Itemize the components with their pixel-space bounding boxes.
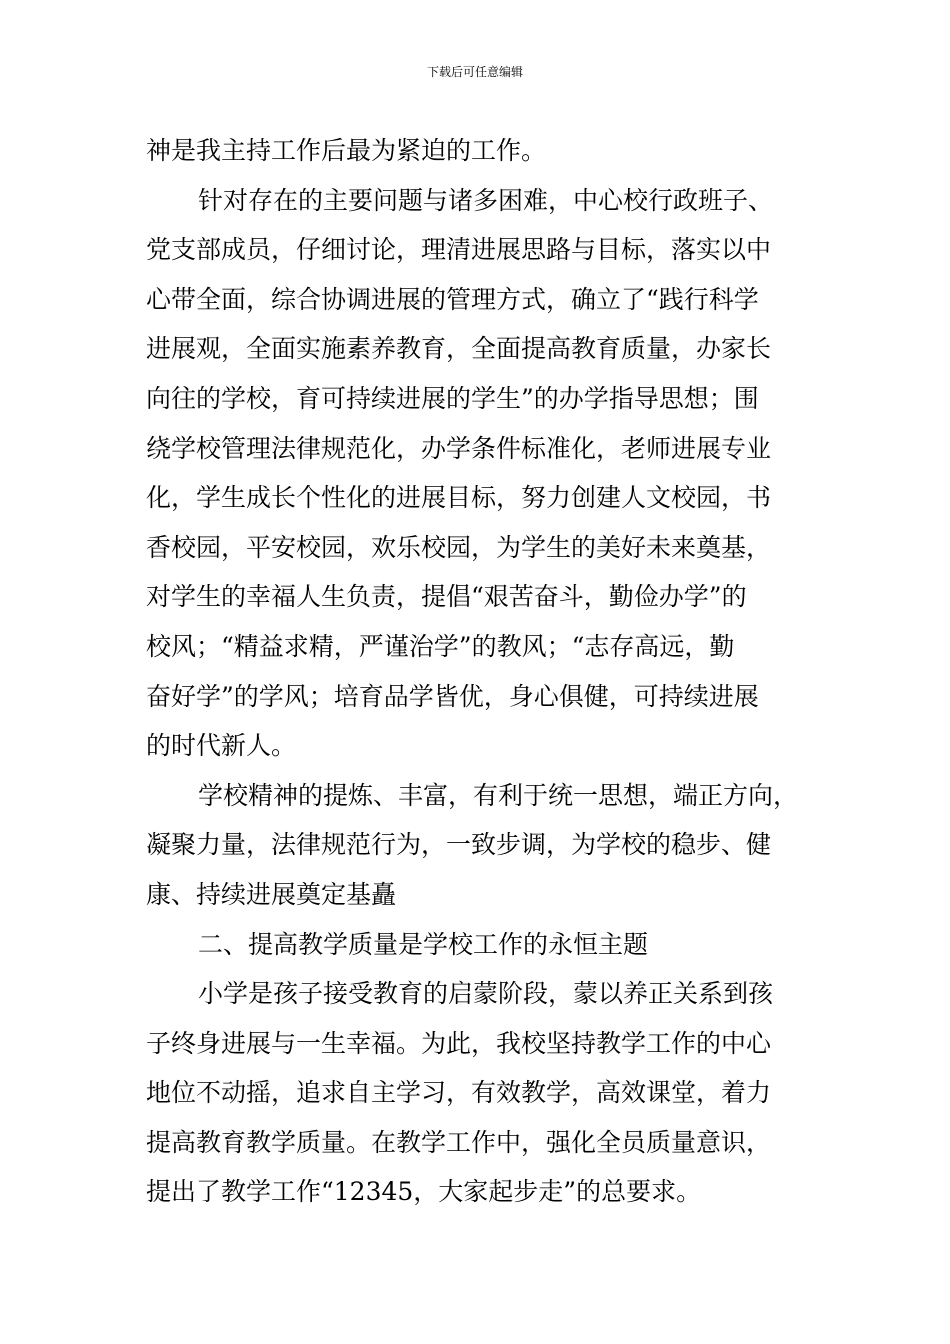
text-line: 香校园，平安校园，欢乐校园，为学生的美好未来奠基，: [146, 532, 772, 562]
text-line: 康、持续进展奠定基矗: [146, 879, 397, 909]
text-line: 心带全面，综合协调进展的管理方式，确立了“践行科学: [146, 284, 759, 314]
text-line: 校风；“精益求精，严谨治学”的教风；“志存高远，勤: [146, 631, 735, 661]
text-line: 奋好学”的学风；培育品学皆优，身心俱健，可持续进展: [146, 681, 759, 711]
text-line: 神是我主持工作后最为紧迫的工作。: [146, 136, 547, 165]
page-header: 下载后可任意编辑: [426, 65, 523, 79]
text-line: 小学是孩子接受教育的启蒙阶段，蒙以养正关系到孩: [198, 979, 774, 1009]
text-line: 针对存在的主要问题与诸多困难，中心校行政班子、: [198, 185, 774, 215]
text-line: 化，学生成长个性化的进展目标，努力创建人文校园，书: [146, 483, 772, 513]
text-line: 学校精神的提炼、丰富，有利于统一思想，端正方向，: [198, 780, 799, 810]
text-line: 党支部成员，仔细讨论，理清进展思路与目标，落实以中: [146, 235, 772, 265]
text-line: 的时代新人。: [146, 731, 297, 761]
text-line: 对学生的幸福人生负责，提倡“艰苦奋斗，勤俭办学”的: [146, 582, 747, 612]
text-line: 二、提高教学质量是学校工作的永恒主题: [198, 929, 649, 959]
text-line: 地位不动摇，追求自主学习，有效教学，高效课堂，着力: [146, 1078, 772, 1108]
text-line: 向往的学校，育可持续进展的学生”的办学指导思想；围: [146, 383, 759, 413]
document-body: [146, 126, 808, 1217]
text-line: 提出了教学工作“12345，大家起步走”的总要求。: [146, 1177, 702, 1207]
text-line: 绕学校管理法律规范化，办学条件标准化，老师进展专业: [146, 433, 772, 463]
text-line: 进展观，全面实施素养教育，全面提高教育质量，办家长: [146, 334, 772, 364]
text-line: 提高教育教学质量。在教学工作中，强化全员质量意识，: [146, 1127, 772, 1157]
text-line: 子终身进展与一生幸福。为此，我校坚持教学工作的中心: [146, 1028, 772, 1058]
text-line: 凝聚力量，法律规范行为，一致步调，为学校的稳步、健: [146, 830, 772, 860]
